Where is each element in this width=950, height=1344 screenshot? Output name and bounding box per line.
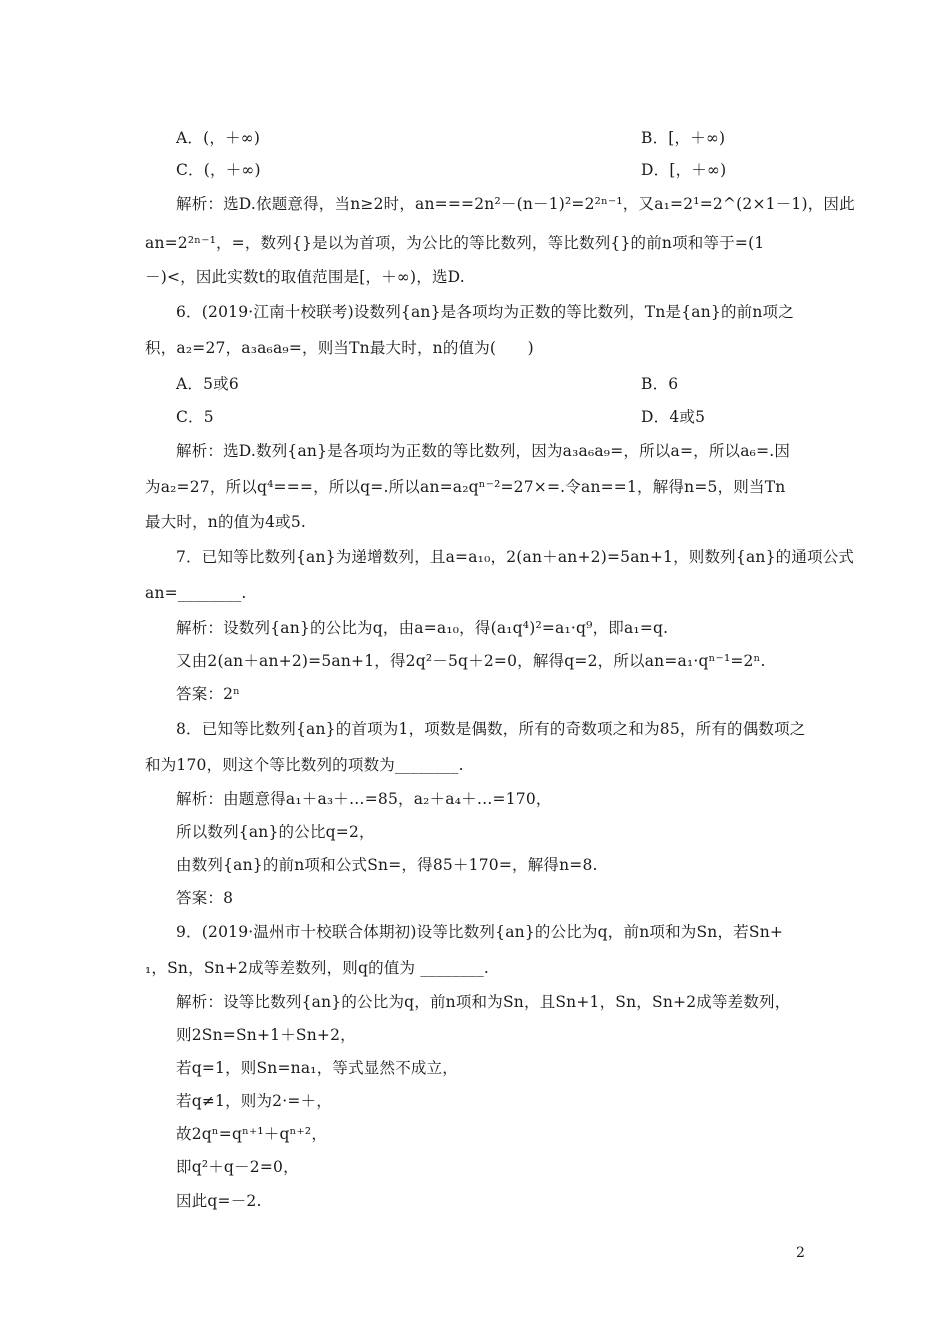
text-line: 8．已知等比数列{an}的首项为1，项数是偶数，所有的奇数项之和为85，所有的偶数项之 xyxy=(176,720,806,738)
text-line: 答案：8 xyxy=(176,889,234,907)
text-line: C．5 xyxy=(176,408,214,426)
text-line: 若q≠1，则为2·=＋， xyxy=(176,1092,332,1110)
text-line: 解析：选D.依题意得，当n≥2时，an===2n²－(n－1)²=2²ⁿ⁻¹，又a₁=2¹=2^(2×1－1)，因此 xyxy=(176,195,855,213)
text-line: 又由2(an＋an+2)=5an+1，得2q²－5q＋2=0，解得q=2，所以an=a₁·qⁿ⁻¹=2ⁿ. xyxy=(176,652,766,670)
text-line: A．5或6 xyxy=(176,375,239,393)
text-line: 因此q=－2. xyxy=(176,1192,262,1210)
text-line: 和为170，则这个等比数列的项数为________. xyxy=(145,756,464,774)
page-number: 2 xyxy=(796,1245,805,1261)
text-line: 答案：2ⁿ xyxy=(176,685,241,703)
text-line: －)<，因此实数t的取值范围是[，＋∞)，选D. xyxy=(145,268,465,286)
text-line: B．[，＋∞) xyxy=(641,129,726,147)
text-line: 则2Sn=Sn+1＋Sn+2， xyxy=(176,1026,356,1044)
text-line: B．6 xyxy=(641,375,679,393)
text-line: 解析：由题意得a₁＋a₃＋…=85，a₂＋a₄＋…=170， xyxy=(176,790,552,808)
text-line: D．4或5 xyxy=(641,408,706,426)
text-line: 最大时，n的值为4或5. xyxy=(145,513,307,531)
text-line: 7．已知等比数列{an}为递增数列，且a=a₁₀，2(an＋an+2)=5an+1，则数列{an}的通项公式 xyxy=(176,548,855,566)
text-line: 解析：选D.数列{an}是各项均为正数的等比数列，因为a₃a₆a₉=，所以a=，所以a₆=.因 xyxy=(176,442,791,460)
text-line: 由数列{an}的前n项和公式Sn=，得85＋170=，解得n=8. xyxy=(176,856,598,874)
text-line: D．[，＋∞) xyxy=(641,161,727,179)
text-line: 解析：设等比数列{an}的公比为q，前n项和为Sn，且Sn+1，Sn，Sn+2成等差数列， xyxy=(176,993,791,1011)
text-line: 为a₂=27，所以q⁴===，所以q=.所以an=a₂qⁿ⁻²=27×=.令an==1，解得n=5，则当Tn xyxy=(145,478,786,496)
text-line: ₁，Sn，Sn+2成等差数列，则q的值为 ________. xyxy=(145,959,490,977)
text-line: an=________. xyxy=(145,584,247,602)
text-line: 解析：设数列{an}的公比为q，由a=a₁₀，得(a₁q⁴)²=a₁·q⁹，即a₁=q. xyxy=(176,619,669,637)
text-line: 积，a₂=27，a₃a₆a₉=，则当Tn最大时，n的值为( ) xyxy=(145,339,534,357)
text-line: 即q²＋q－2=0， xyxy=(176,1158,299,1176)
text-line: 所以数列{an}的公比q=2， xyxy=(176,823,375,841)
text-line: C．(，＋∞) xyxy=(176,161,261,179)
text-line: 6．(2019·江南十校联考)设数列{an}是各项均为正数的等比数列，Tn是{an}的前n项之 xyxy=(176,303,794,321)
text-line: 若q=1，则Sn=na₁，等式显然不成立， xyxy=(176,1059,458,1077)
text-line: A．(，＋∞) xyxy=(176,129,261,147)
text-line: 故2qⁿ=qⁿ⁺¹＋qⁿ⁺²， xyxy=(176,1125,328,1143)
text-line: 9．(2019·温州市十校联合体期初)设等比数列{an}的公比为q，前n项和为Sn，若Sn+ xyxy=(176,923,784,941)
text-line: an=2²ⁿ⁻¹，=，数列{}是以为首项，为公比的等比数列，等比数列{}的前n项和等于=(1 xyxy=(145,234,765,252)
